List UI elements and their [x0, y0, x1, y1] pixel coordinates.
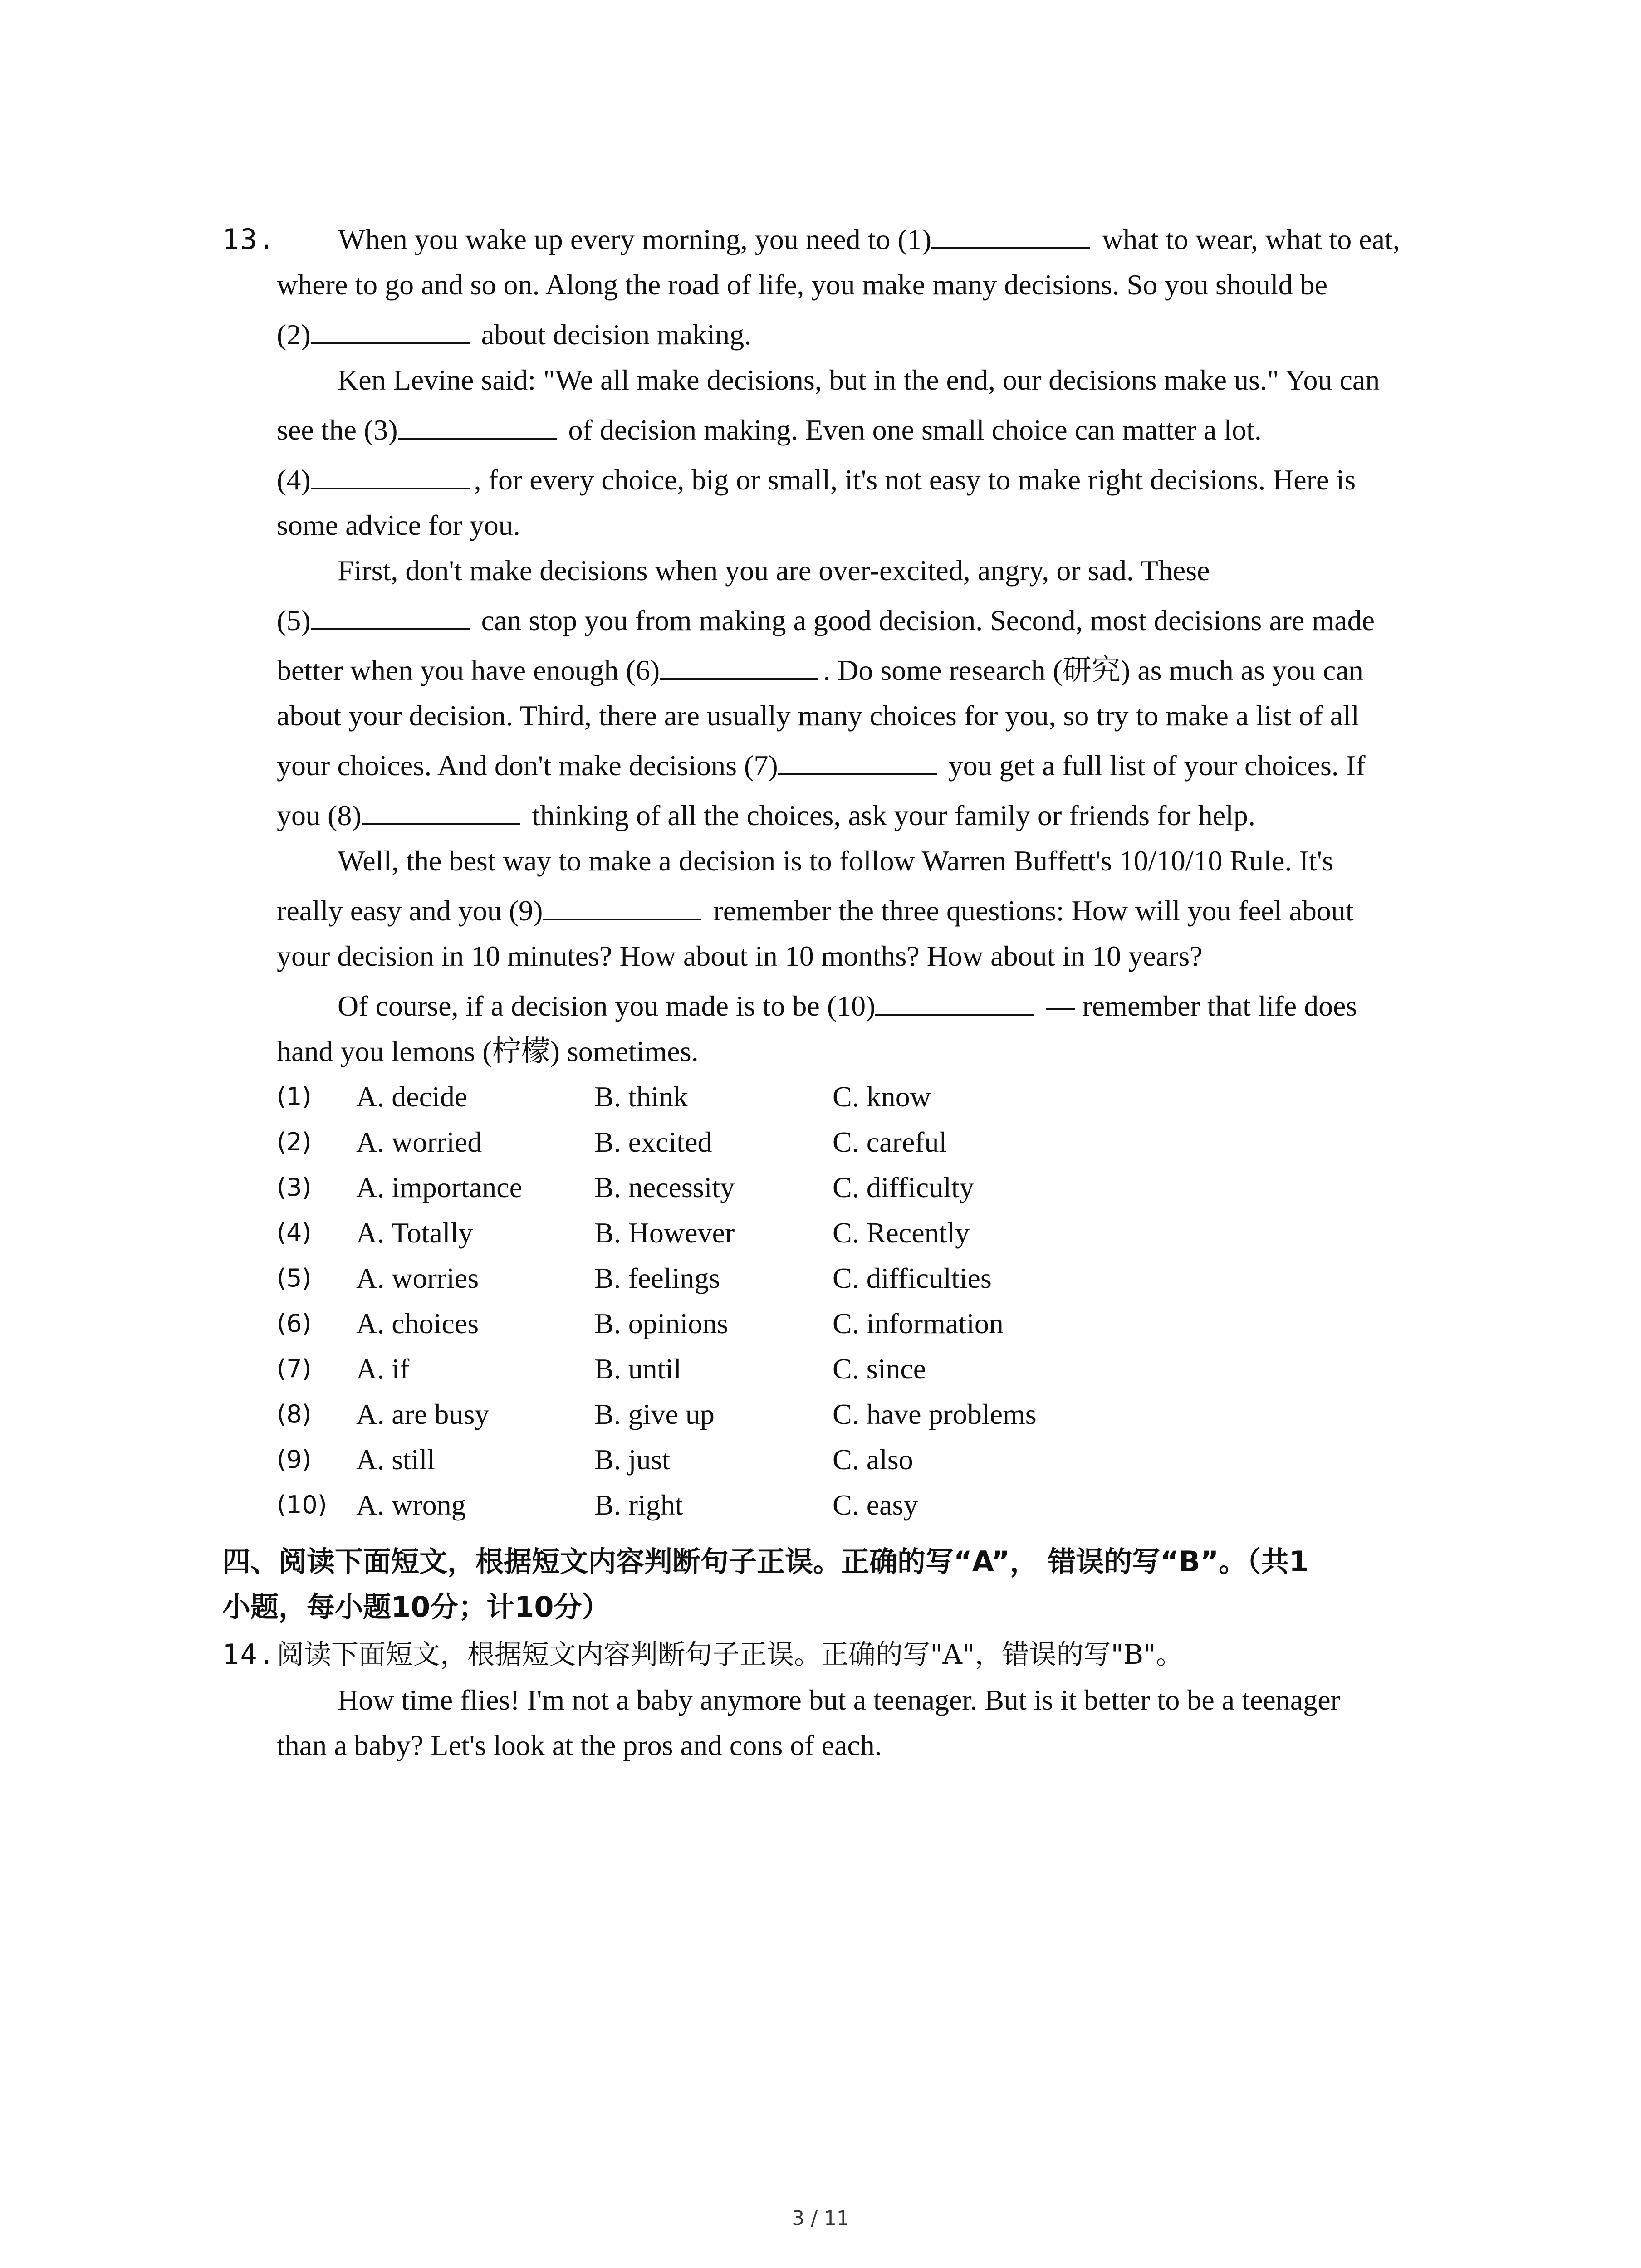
blank-4[interactable]	[311, 464, 470, 489]
page-number: 3 / 11	[792, 2207, 849, 2230]
option-number: (3)	[277, 1173, 312, 1202]
option-number: (5)	[277, 1264, 312, 1292]
option-a[interactable]: A. decide	[356, 1080, 468, 1113]
blank-8[interactable]	[362, 800, 520, 825]
q13-line-4: Ken Levine said: "We all make decisions, but in the end, our decisions make us." You can	[338, 364, 1380, 396]
option-a[interactable]: A. choices	[356, 1307, 479, 1339]
option-b[interactable]: B. think	[594, 1080, 688, 1113]
option-number: (10)	[277, 1491, 327, 1519]
option-number: (4)	[277, 1218, 312, 1247]
q14-instruction: 阅读下面短文，根据短文内容判断句子正误。正确的写"A"，错误的写"B"。	[277, 1639, 1183, 1671]
blank-7[interactable]	[778, 750, 937, 775]
q13-line-12: your choices. And don't make decisions (7) you get a full list of your choices. If	[277, 749, 1366, 782]
option-c[interactable]: C. know	[833, 1080, 931, 1113]
option-number: (7)	[277, 1354, 312, 1383]
option-number: (8)	[277, 1400, 312, 1428]
blank-6[interactable]	[660, 655, 818, 680]
q13-line-8: First, don't make decisions when you are over-excited, angry, or sad. These	[338, 554, 1210, 587]
option-number: (9)	[277, 1445, 312, 1474]
question-14-number: 14.	[222, 1638, 276, 1671]
option-c[interactable]: C. have problems	[833, 1398, 1037, 1430]
q14-passage-line-1: How time flies! I'm not a baby anymore but a teenager. But is it better to be a teenager	[338, 1684, 1340, 1716]
blank-3[interactable]	[398, 414, 557, 440]
option-b[interactable]: B. opinions	[594, 1307, 729, 1339]
option-b[interactable]: B. excited	[594, 1126, 712, 1158]
option-number: (6)	[277, 1309, 312, 1338]
option-a[interactable]: A. wrong	[356, 1489, 466, 1521]
option-c[interactable]: C. careful	[833, 1126, 947, 1158]
blank-5[interactable]	[311, 605, 470, 630]
q13-line-2: where to go and so on. Along the road of life, you make many decisions. So you should be	[277, 269, 1328, 301]
option-a[interactable]: A. Totally	[356, 1217, 473, 1249]
option-number: (2)	[277, 1128, 312, 1156]
blank-10[interactable]	[875, 990, 1034, 1016]
q13-line-10: better when you have enough (6) . Do some research (研究) as much as you can	[277, 654, 1363, 686]
q13-line-1: When you wake up every morning, you need to (1) what to wear, what to eat,	[338, 223, 1400, 255]
option-b[interactable]: B. However	[594, 1217, 735, 1249]
option-c[interactable]: C. easy	[833, 1489, 918, 1521]
q13-line-13: you (8) thinking of all the choices, ask your family or friends for help.	[277, 799, 1255, 831]
option-a[interactable]: A. still	[356, 1443, 436, 1476]
q13-line-18: hand you lemons (柠檬) sometimes.	[277, 1035, 699, 1067]
section-4-heading-line-1: 四、阅读下面短文，根据短文内容判断句子正误。正确的写“A”， 错误的写“B”。（共1	[222, 1545, 1309, 1578]
option-c[interactable]: C. also	[833, 1443, 913, 1476]
option-c[interactable]: C. difficulties	[833, 1262, 992, 1294]
option-a[interactable]: A. if	[356, 1353, 410, 1385]
option-number: (1)	[277, 1082, 312, 1111]
option-b[interactable]: B. give up	[594, 1398, 715, 1430]
option-c[interactable]: C. difficulty	[833, 1171, 974, 1203]
option-c[interactable]: C. since	[833, 1353, 926, 1385]
option-a[interactable]: A. importance	[356, 1171, 523, 1203]
option-a[interactable]: A. are busy	[356, 1398, 490, 1430]
q13-line-6: (4) , for every choice, big or small, it's not easy to make right decisions. Here is	[277, 464, 1356, 496]
question-13-number: 13.	[222, 223, 276, 256]
q13-line-5: see the (3) of decision making. Even one small choice can matter a lot.	[277, 414, 1262, 446]
q14-passage-line-2: than a baby? Let's look at the pros and cons of each.	[277, 1729, 882, 1761]
q13-line-3: (2) about decision making.	[277, 318, 752, 351]
option-b[interactable]: B. just	[594, 1443, 671, 1476]
blank-9[interactable]	[543, 895, 701, 920]
option-b[interactable]: B. feelings	[594, 1262, 720, 1294]
q13-line-7: some advice for you.	[277, 509, 520, 541]
option-c[interactable]: C. Recently	[833, 1217, 970, 1249]
blank-2[interactable]	[311, 319, 470, 344]
option-b[interactable]: B. necessity	[594, 1171, 735, 1203]
option-a[interactable]: A. worried	[356, 1126, 482, 1158]
q13-line-17: Of course, if a decision you made is to be (10) — remember that life does	[338, 990, 1357, 1022]
q13-line-9: (5) can stop you from making a good decision. Second, most decisions are made	[277, 604, 1375, 636]
option-b[interactable]: B. until	[594, 1353, 682, 1385]
q13-line-16: your decision in 10 minutes? How about in 10 months? How about in 10 years?	[277, 940, 1203, 972]
q13-line-15: really easy and you (9) remember the three questions: How will you feel about	[277, 894, 1354, 927]
option-a[interactable]: A. worries	[356, 1262, 479, 1294]
q13-line-11: about your decision. Third, there are usually many choices for you, so try to make a list of all	[277, 699, 1359, 732]
blank-1[interactable]	[931, 224, 1090, 249]
option-c[interactable]: C. information	[833, 1307, 1004, 1339]
q13-line-14: Well, the best way to make a decision is to follow Warren Buffett's 10/10/10 Rule. It's	[338, 845, 1333, 877]
section-4-heading-line-2: 小题，每小题10分；计10分）	[222, 1590, 610, 1623]
option-b[interactable]: B. right	[594, 1489, 683, 1521]
